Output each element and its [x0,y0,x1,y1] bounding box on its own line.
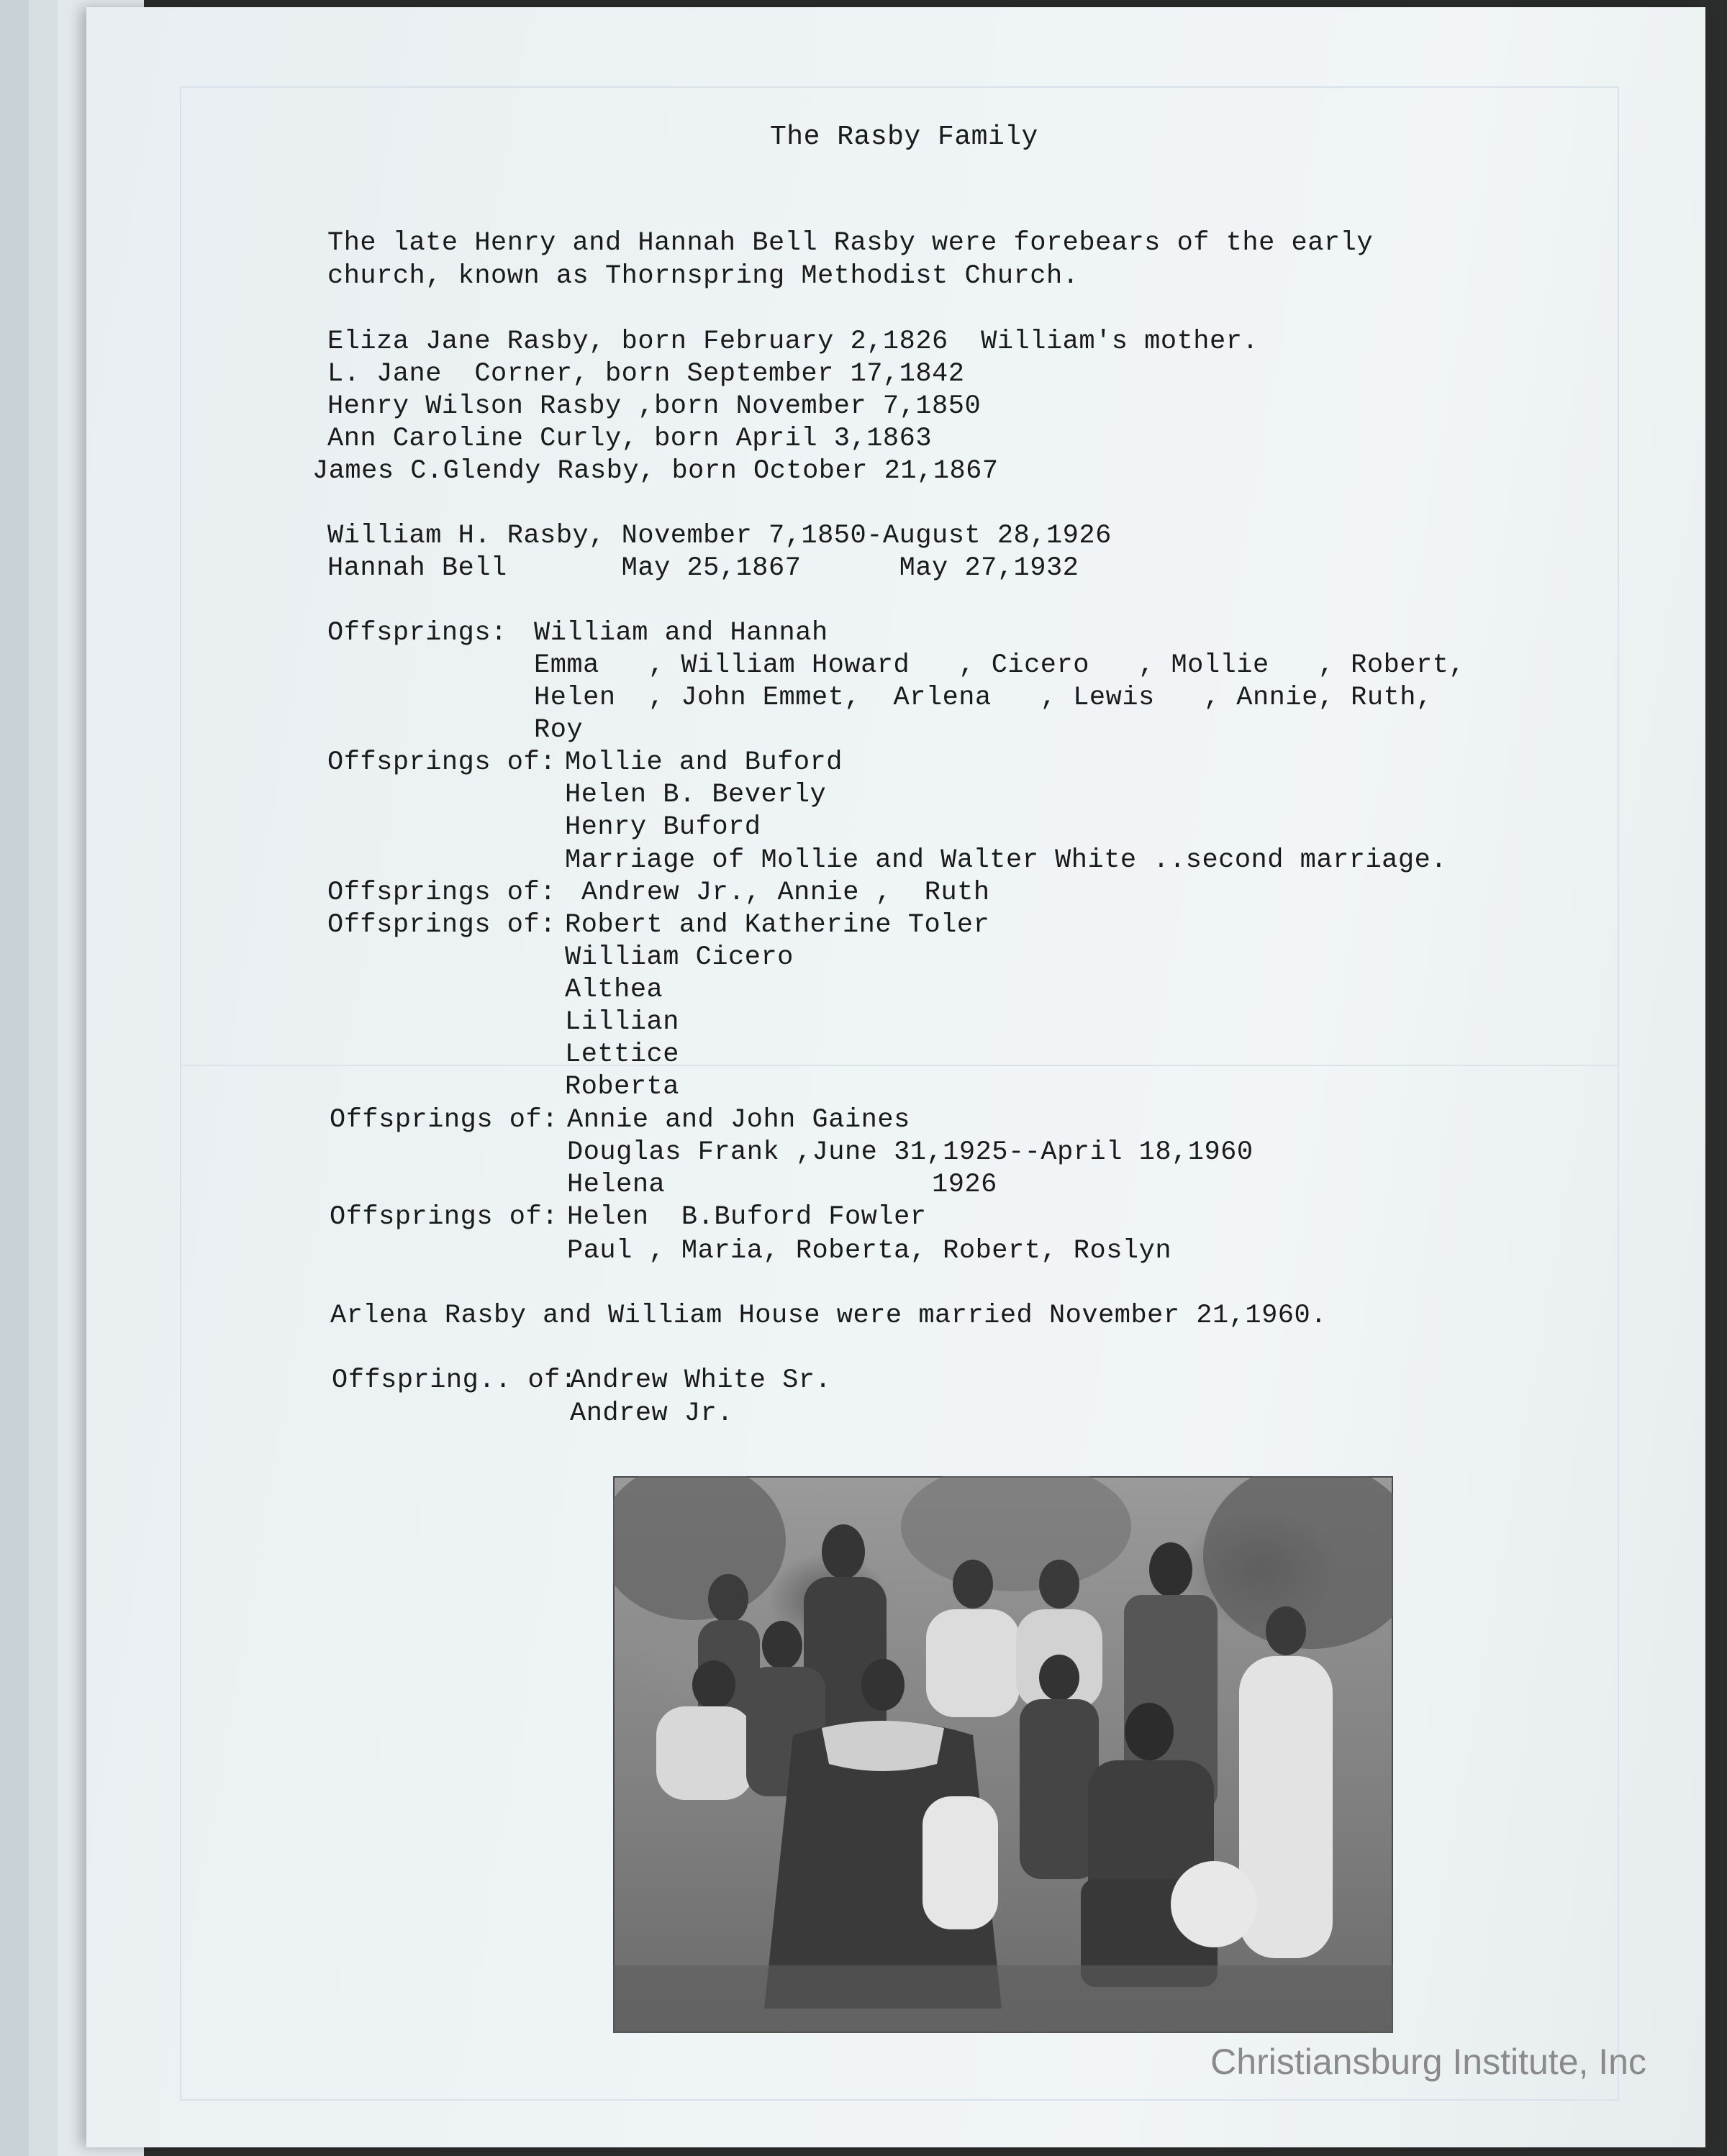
offspring-child: Andrew Jr. [570,1398,734,1429]
offspring-label: Offsprings: [327,618,507,648]
offspring-label: Offsprings of: [327,747,556,778]
offspring-parents: Robert and Katherine Toler [565,910,990,940]
offspring-child: Althea [565,975,663,1005]
birth-record: James C.Glendy Rasby, born October 21,1867 [312,456,999,486]
birth-record: Ann Caroline Curly, born April 3,1863 [327,424,933,454]
offspring-parents: Mollie and Buford [565,747,843,778]
marriage-note: Marriage of Mollie and Walter White ..second marriage. [565,845,1447,875]
offspring-label: Offspring.. of: [332,1365,577,1396]
offspring-children: Andrew Jr., Annie , Ruth [581,878,990,908]
document-page [86,7,1705,2147]
offspring-parents: Annie and John Gaines [567,1105,910,1135]
birth-record: Eliza Jane Rasby, born February 2,1826 William's mother. [327,327,1259,357]
offspring-label: Offsprings of: [327,878,556,908]
offspring-children: Emma , William Howard , Cicero , Mollie , Robert, [534,650,1466,681]
offspring-child: Helen B. Beverly [565,780,827,810]
offspring-label: Offsprings of: [327,910,556,940]
offspring-child: Lillian [565,1007,679,1037]
intro-line: The late Henry and Hannah Bell Rasby were forebears of the early [327,228,1374,258]
family-group-figures [613,1476,1393,2033]
page-title: The Rasby Family [770,122,1038,153]
offspring-children: Roy [534,715,584,745]
offspring-children: Paul , Maria, Roberta, Robert, Roslyn [567,1236,1172,1266]
offspring-label: Offsprings of: [330,1105,558,1135]
offspring-child: Helena [567,1170,666,1200]
lifespan-record: Hannah Bell May 25,1867 May 27,1932 [327,553,1079,583]
offspring-child: Roberta [565,1072,679,1102]
offspring-child: William Cicero [565,942,794,973]
offspring-parents: William and Hannah [534,618,828,648]
offspring-parents: Helen B.Buford Fowler [567,1202,927,1232]
birth-record: Henry Wilson Rasby ,born November 7,1850 [327,391,982,422]
watermark: Christiansburg Institute, Inc [1210,2042,1646,2082]
intro-line: church, known as Thornspring Methodist Church. [327,261,1079,291]
offspring-child: Douglas Frank ,June 31,1925--April 18,1960 [567,1137,1254,1168]
marriage-record: Arlena Rasby and William House were married November 21,1960. [330,1301,1327,1331]
birth-record: L. Jane Corner, born September 17,1842 [327,359,965,389]
birth-year: 1926 [932,1170,997,1200]
fold-line [180,1065,1619,1066]
offspring-child: Henry Buford [565,812,761,842]
offspring-child: Lettice [565,1040,679,1070]
offspring-label: Offsprings of: [330,1202,558,1232]
lifespan-record: William H. Rasby, November 7,1850-August 28,1926 [327,521,1112,551]
family-photograph [613,1476,1393,2033]
offspring-parents: Andrew White Sr. [570,1365,832,1396]
offspring-children: Helen , John Emmet, Arlena , Lewis , Annie, Ruth, [534,683,1433,713]
